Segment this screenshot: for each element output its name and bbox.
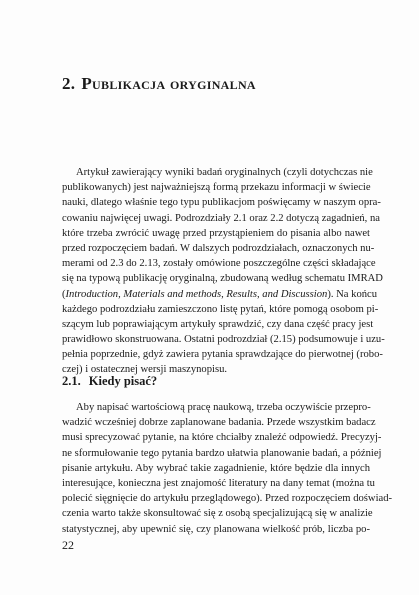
intro-paragraph bbox=[62, 165, 385, 378]
section-title-text: Kiedy pisać? bbox=[88, 374, 158, 388]
paragraph-line: nauki, dlatego właśnie tego typu publikacjom poświęcamy w naszym opra- bbox=[62, 197, 381, 209]
paragraph-line: merami od 2.3 do 2.13, zostały omówione poszczególne części składające bbox=[62, 258, 376, 270]
paragraph-line: które trzeba zwrócić uwagę przed przystąpieniem do pisania albo nawet bbox=[62, 227, 370, 239]
paragraph-line: przed rozpoczęciem badań. W dalszych podrozdziałach, oznaczonych nu- bbox=[62, 242, 375, 254]
paragraph-line: prawidłowo skonstruowana. Ostatni podrozdział (2.15) podsumowuje i uzu- bbox=[62, 334, 385, 346]
paragraph-line: pisanie artykułu. Aby wybrać takie zagadnienie, które będzie dla innych bbox=[62, 462, 370, 474]
chapter-number: 2. bbox=[62, 74, 76, 93]
section-heading bbox=[62, 374, 157, 389]
paragraph-line: szącym lub poprawiającym artykuły sprawdzić, czy dana część pracy jest bbox=[62, 318, 374, 330]
paragraph-line: czenia warto także skonsultować się z osobą specjalizującą się w analizie bbox=[62, 508, 373, 520]
paragraph-line: interesujące, konieczna jest znajomość literatury na dany temat (można tu bbox=[62, 477, 375, 489]
chapter-title bbox=[62, 74, 256, 94]
section-number: 2.1. bbox=[62, 374, 81, 388]
paragraph-line-italic: (Introduction, Materials and methods, Results, and Discussion). Na końcu bbox=[62, 288, 378, 300]
chapter-title-text: Publikacja oryginalna bbox=[81, 74, 256, 93]
paragraph-line: cowaniu najwięcej uwagi. Podrozdziały 2.1 oraz 2.2 dotyczą zagadnień, na bbox=[62, 212, 380, 224]
paragraph-line: czej) i ostatecznej wersji maszynopisu. bbox=[62, 364, 228, 376]
paragraph-line: Artykuł zawierający wyniki badań oryginalnych (czyli dotychczas nie bbox=[76, 167, 373, 178]
paragraph-line: Aby napisać wartościową pracę naukową, trzeba oczywiście przepro- bbox=[76, 402, 371, 413]
paragraph-line: ne sformułowanie tego pytania bardzo ułatwia planowanie badań, a później bbox=[62, 447, 382, 459]
paragraph-line: statystycznej, aby upewnić się, czy planowana wielkość prób, liczba po- bbox=[62, 523, 370, 535]
page-number: 22 bbox=[62, 538, 74, 552]
paragraph-line: musi sprecyzować pytanie, na które chciałby znaleźć odpowiedź. Precyzyj- bbox=[62, 432, 382, 444]
paragraph-line: pełnia poprzednie, gdyż zawiera pytania sprawdzające do pierwotnej (robo- bbox=[62, 349, 383, 361]
paragraph-line: publikowanych) jest najważniejszą formą przekazu informacji w świecie bbox=[62, 182, 371, 194]
paragraph-line: polecić sięgnięcie do artykułu przeglądowego). Przed rozpoczęciem doświad- bbox=[62, 493, 393, 505]
paragraph-line: wadzić wcześniej dobrze zaplanowane badania. Przede wszystkim badacz bbox=[62, 417, 376, 429]
paragraph-line: każdego podrozdziału zamieszczono listę pytań, które pomogą osobom pi- bbox=[62, 303, 379, 315]
paragraph-line: się na typową publikację oryginalną, zbudowaną według schematu IMRAD bbox=[62, 273, 383, 285]
section-paragraph bbox=[62, 400, 393, 537]
